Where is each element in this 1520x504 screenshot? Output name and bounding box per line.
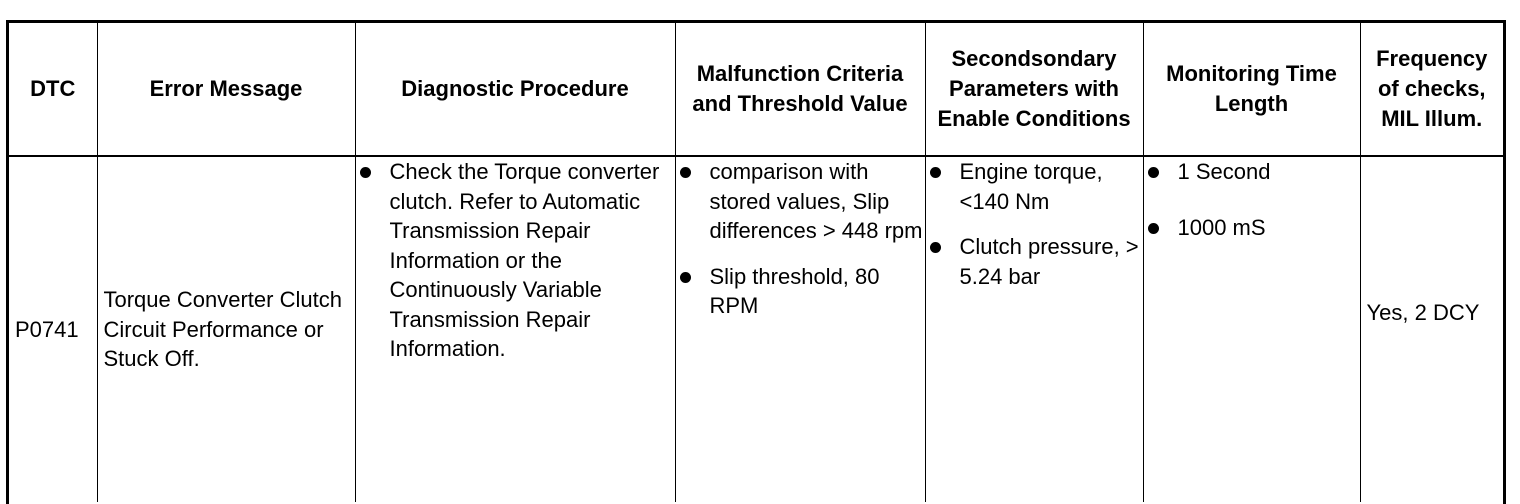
bullet-icon: [930, 242, 941, 253]
cell-secondary-parameters: [925, 156, 1143, 502]
header-malfunction-criteria: Malfunction Criteria and Threshold Value: [675, 23, 925, 156]
header-secondary-parameters: Secondsondary Parameters with Enable Conditions: [925, 23, 1143, 156]
bullet-icon: [1148, 167, 1159, 178]
cell-error-message: [97, 156, 355, 502]
list-item: Clutch pressure, > 5.24 bar: [926, 232, 1143, 291]
frequency-text: Yes, 2 DCY: [1366, 300, 1480, 325]
list-item: Check the Torque converter clutch. Refer to Automatic Transmission Repair Information or the Continuously Variable Transmission Repair Information.: [356, 157, 675, 364]
cell-monitoring-time: [1143, 156, 1360, 502]
list-item: 1 Second: [1144, 157, 1360, 187]
header-dtc: DTC: [9, 23, 97, 156]
diagnostic-table: [9, 23, 1503, 502]
diagnostic-procedure-list: [356, 157, 675, 364]
cell-malfunction-criteria: [675, 156, 925, 502]
secondary-parameters-list: [926, 157, 1143, 291]
list-item: Engine torque, <140 Nm: [926, 157, 1143, 216]
list-item: comparison with stored values, Slip differences > 448 rpm: [676, 157, 925, 246]
cell-diagnostic-procedure: [355, 156, 675, 502]
header-error-message: Error Message: [97, 23, 355, 156]
error-message-text: Torque Converter Clutch Circuit Performance or Stuck Off.: [103, 287, 342, 372]
bullet-icon: [680, 272, 691, 283]
header-frequency: Frequency of checks, MIL Illum.: [1360, 23, 1503, 156]
list-item: 1000 mS: [1144, 213, 1360, 243]
dtc-code: P0741: [15, 316, 79, 342]
bullet-icon: [360, 167, 371, 178]
bullet-icon: [930, 167, 941, 178]
bullet-icon: [680, 167, 691, 178]
header-monitoring-time: Monitoring Time Length: [1143, 23, 1360, 156]
header-row: [9, 23, 1503, 156]
malfunction-criteria-list: [676, 157, 925, 321]
cell-frequency: [1360, 156, 1503, 502]
bullet-icon: [1148, 223, 1159, 234]
cell-dtc: [9, 156, 97, 502]
monitoring-time-list: [1144, 157, 1360, 242]
header-diagnostic-procedure: Diagnostic Procedure: [355, 23, 675, 156]
table-row: [9, 156, 1503, 502]
diagnostic-table-frame: [6, 20, 1506, 504]
list-item: Slip threshold, 80 RPM: [676, 262, 925, 321]
